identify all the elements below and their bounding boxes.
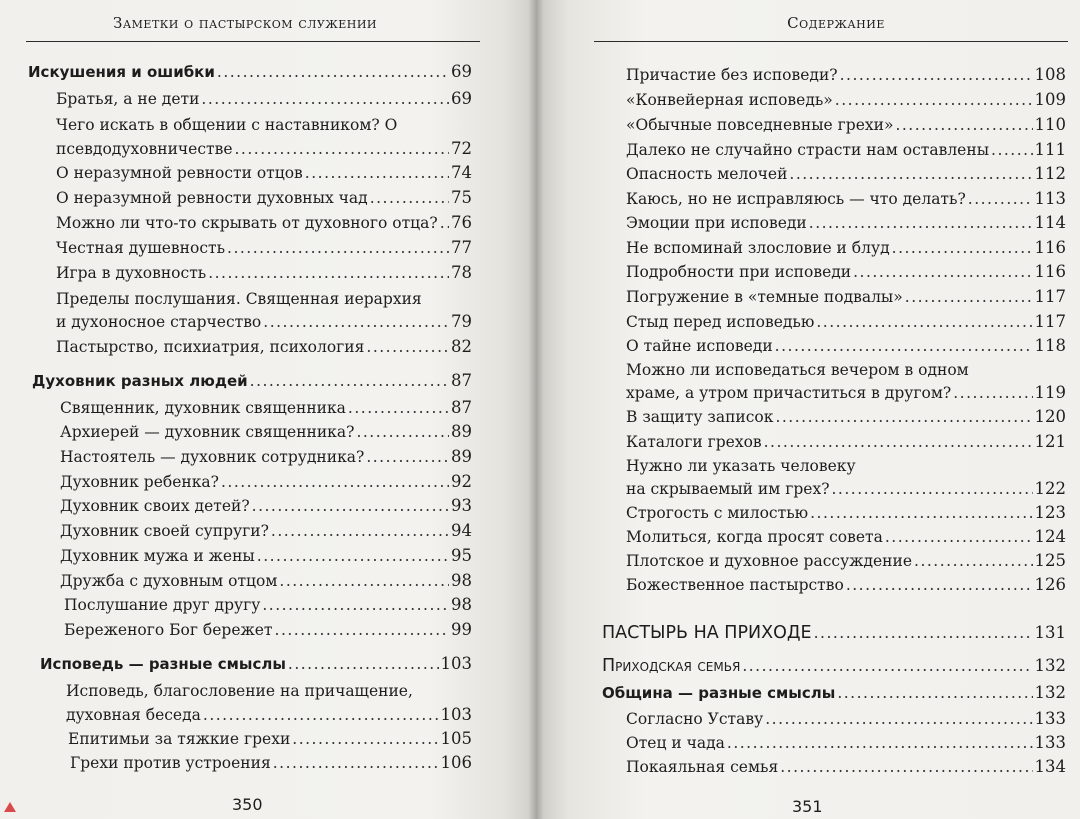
toc-page: 106	[440, 753, 472, 772]
toc-entry	[56, 239, 472, 257]
book-gutter	[528, 0, 544, 819]
toc-leader	[217, 63, 449, 81]
toc-entry	[626, 165, 1066, 183]
toc-entry	[60, 473, 472, 491]
toc-page: 109	[1034, 90, 1066, 109]
toc-leader	[837, 684, 1032, 702]
toc-title: «Конвейерная исповедь»	[626, 91, 833, 109]
toc-title: О тайне исповеди	[626, 337, 773, 355]
toc-title: духовная беседа	[66, 706, 201, 724]
toc-title: О неразумной ревности духовных чад	[56, 189, 368, 207]
toc-page: 117	[1034, 287, 1066, 306]
toc-page: 92	[451, 472, 472, 491]
toc-entry	[626, 758, 1066, 776]
toc-title: Божественное пастырство	[626, 576, 844, 594]
toc-page: 75	[451, 188, 472, 207]
toc-entry	[626, 91, 1066, 109]
toc-entry	[56, 90, 472, 108]
toc-page: 105	[440, 729, 472, 748]
toc-entry	[56, 338, 472, 356]
toc-page: 134	[1034, 757, 1066, 776]
toc-entry	[60, 522, 472, 540]
toc-leader	[288, 655, 439, 673]
toc-entry	[60, 399, 472, 417]
toc-title: Настоятель — духовник сотрудника?	[60, 448, 365, 466]
toc-leader	[279, 572, 449, 590]
toc-title: Духовник ребенка?	[60, 473, 219, 491]
toc-entry	[626, 710, 1066, 728]
toc-leader	[257, 547, 449, 565]
toc-entry	[626, 337, 1066, 355]
toc-title: Духовник своих детей?	[60, 497, 250, 515]
toc-entry	[626, 528, 1066, 546]
toc-page: 78	[451, 263, 472, 282]
toc-entry	[60, 448, 472, 466]
toc-leader	[991, 141, 1032, 159]
toc-page: 93	[451, 496, 472, 515]
toc-leader	[775, 408, 1032, 426]
toc-entry	[64, 621, 472, 639]
toc-entry	[626, 734, 1066, 752]
toc-title: Не вспоминай злословие и блуд	[626, 239, 890, 257]
toc-leader	[885, 528, 1033, 546]
toc-entry	[626, 480, 1066, 498]
toc-entry	[56, 214, 472, 232]
toc-leader	[775, 337, 1033, 355]
toc-leader	[370, 189, 449, 207]
toc-entry	[602, 624, 1066, 642]
toc-page: 132	[1034, 656, 1066, 675]
toc-page: 114	[1034, 213, 1066, 232]
edge-mark	[4, 802, 16, 812]
toc-leader	[227, 239, 449, 257]
toc-leader	[366, 448, 449, 466]
toc-entry	[56, 313, 472, 331]
toc-page: 110	[1034, 115, 1066, 134]
toc-entry	[626, 504, 1066, 522]
toc-title: Эмоции при исповеди	[626, 214, 807, 232]
toc-title: Епитимьи за тяжкие грехи	[68, 730, 291, 748]
toc-title-line: Нужно ли указать человеку	[626, 457, 856, 475]
toc-page: 121	[1034, 432, 1066, 451]
toc-leader	[356, 423, 449, 441]
toc-title: Дружба с духовным отцом	[60, 572, 278, 590]
toc-title: В защиту записок	[626, 408, 774, 426]
toc-leader	[273, 754, 439, 772]
toc-leader	[853, 263, 1032, 281]
toc-leader	[914, 552, 1032, 570]
toc-leader	[968, 190, 1033, 208]
toc-title: Духовник разных людей	[32, 372, 248, 390]
toc-entry	[60, 572, 472, 590]
toc-leader	[832, 480, 1033, 498]
toc-page: 112	[1034, 164, 1066, 183]
toc-page: 124	[1034, 527, 1066, 546]
toc-page: 79	[451, 312, 472, 331]
toc-page: 116	[1034, 238, 1066, 257]
toc-leader	[366, 338, 449, 356]
toc-title: Община — разные смыслы	[602, 684, 836, 702]
toc-page: 119	[1034, 383, 1066, 402]
toc-entry	[70, 754, 472, 772]
toc-page: 103	[440, 705, 472, 724]
toc-leader	[305, 164, 449, 182]
toc-entry	[40, 655, 472, 673]
toc-leader	[348, 399, 449, 417]
toc-page: 99	[451, 620, 472, 639]
toc-leader	[789, 165, 1032, 183]
toc-leader	[816, 313, 1032, 331]
toc-title: Искушения и ошибки	[28, 63, 215, 81]
toc-title: Честная душевность	[56, 239, 226, 257]
toc-page: 133	[1034, 733, 1066, 752]
toc-leader	[953, 384, 1032, 402]
toc-title: Игра в духовность	[56, 264, 207, 282]
toc-entry	[56, 189, 472, 207]
toc-entry	[64, 596, 472, 614]
toc-entry	[56, 264, 472, 282]
toc-page: 133	[1034, 709, 1066, 728]
toc-page: 95	[451, 546, 472, 565]
toc-title-line: Чего искать в общении с наставником? О	[56, 116, 398, 134]
toc-title: Послушание друг другу	[64, 596, 261, 614]
toc-leader	[252, 497, 449, 515]
toc-page: 123	[1034, 503, 1066, 522]
toc-entry	[66, 706, 472, 724]
toc-entry	[626, 408, 1066, 426]
toc-page: 98	[451, 595, 472, 614]
toc-title: Далеко не случайно страсти нам оставлены	[626, 141, 990, 159]
toc-title: Подробности при исповеди	[626, 263, 852, 281]
toc-entry	[626, 552, 1066, 570]
toc-leader	[440, 214, 449, 232]
toc-title: ПАСТЫРЬ НА ПРИХОДЕ	[602, 623, 812, 643]
toc-entry	[56, 164, 472, 182]
toc-title-line: Исповедь, благословение на причащение,	[66, 682, 413, 700]
toc-page: 72	[451, 139, 472, 158]
right-running-head: Содержание	[787, 14, 885, 32]
toc-page: 74	[451, 163, 472, 182]
toc-title: Братья, а не дети	[56, 90, 200, 108]
toc-leader	[201, 90, 449, 108]
toc-title: Молиться, когда просят совета	[626, 528, 883, 546]
toc-leader	[814, 624, 1033, 642]
toc-leader	[809, 214, 1033, 232]
toc-title: Строгость с милостью	[626, 504, 809, 522]
toc-title: «Обычные повседневные грехи»	[626, 116, 894, 134]
toc-title: Священник, духовник священника	[60, 399, 346, 417]
toc-leader	[271, 522, 449, 540]
toc-entry	[626, 288, 1066, 306]
toc-leader	[895, 116, 1032, 134]
toc-entry	[626, 384, 1066, 402]
toc-title: Опасность мелочей	[626, 165, 788, 183]
toc-page: 103	[440, 654, 472, 673]
toc-entry	[60, 423, 472, 441]
toc-page: 117	[1034, 312, 1066, 331]
toc-page: 111	[1034, 140, 1066, 159]
toc-leader	[292, 730, 438, 748]
toc-title: Плотское и духовное рассуждение	[626, 552, 913, 570]
toc-leader	[275, 621, 449, 639]
toc-entry	[626, 576, 1066, 594]
toc-entry	[626, 66, 1066, 84]
toc-leader	[203, 706, 439, 724]
toc-page: 118	[1034, 336, 1066, 355]
toc-title: Пастырство, психиатрия, психология	[56, 338, 365, 356]
toc-title: Каталоги грехов	[626, 433, 762, 451]
toc-page: 77	[451, 238, 472, 257]
toc-leader	[810, 504, 1032, 522]
toc-entry	[626, 214, 1066, 232]
right-head-rule	[594, 41, 1068, 42]
toc-title: Архиерей — духовник священника?	[60, 423, 355, 441]
toc-title: на скрываемый им грех?	[626, 480, 830, 498]
toc-leader	[835, 91, 1033, 109]
toc-page: 125	[1034, 551, 1066, 570]
toc-page: 69	[451, 62, 472, 81]
toc-entry	[626, 190, 1066, 208]
toc-page: 126	[1034, 575, 1066, 594]
toc-title: Причастие без исповеди?	[626, 66, 838, 84]
toc-title: О неразумной ревности отцов	[56, 164, 303, 182]
toc-entry	[626, 433, 1066, 451]
toc-title: Погружение в «темные подвалы»	[626, 288, 903, 306]
toc-page: 113	[1034, 189, 1066, 208]
toc-page: 108	[1034, 65, 1066, 84]
toc-entry	[56, 140, 472, 158]
toc-title: Духовник своей супруги?	[60, 522, 269, 540]
toc-entry	[68, 730, 472, 748]
toc-leader	[208, 264, 449, 282]
toc-page: 122	[1034, 479, 1066, 498]
toc-page: 131	[1034, 623, 1066, 642]
toc-leader	[742, 657, 1032, 675]
toc-leader	[892, 239, 1033, 257]
toc-page: 98	[451, 571, 472, 590]
toc-entry	[626, 141, 1066, 159]
toc-title: Согласно Уставу	[626, 710, 764, 728]
toc-title: Исповедь — разные смыслы	[40, 655, 286, 673]
toc-page: 89	[451, 447, 472, 466]
toc-title: Грехи против устроения	[70, 754, 271, 772]
toc-entry	[626, 263, 1066, 281]
toc-entry	[602, 657, 1066, 675]
toc-leader	[846, 576, 1033, 594]
toc-page: 94	[451, 521, 472, 540]
toc-entry	[32, 372, 472, 390]
left-page-number: 350	[232, 795, 263, 814]
toc-title: и духоносное старчество	[56, 313, 262, 331]
toc-entry	[28, 63, 472, 81]
toc-title: Отец и чада	[626, 734, 725, 752]
toc-leader	[263, 313, 449, 331]
left-head-rule	[26, 41, 480, 42]
toc-title-line: Можно ли исповедаться вечером в одном	[626, 361, 969, 379]
toc-page: 116	[1034, 262, 1066, 281]
toc-page: 87	[451, 398, 472, 417]
toc-leader	[765, 710, 1032, 728]
toc-leader	[905, 288, 1033, 306]
toc-leader	[780, 758, 1032, 776]
toc-leader	[840, 66, 1033, 84]
toc-leader	[250, 372, 449, 390]
toc-page: 69	[451, 89, 472, 108]
toc-entry	[626, 116, 1066, 134]
toc-leader	[262, 596, 449, 614]
left-running-head: Заметки о пастырском служении	[112, 14, 378, 32]
toc-page: 132	[1034, 683, 1066, 702]
toc-page: 120	[1034, 407, 1066, 426]
toc-leader	[235, 140, 450, 158]
toc-entry	[60, 497, 472, 515]
toc-title: Каюсь, но не исправляюсь — что делать?	[626, 190, 966, 208]
toc-title: Покаяльная семья	[626, 758, 779, 776]
toc-entry	[626, 239, 1066, 257]
toc-title: Духовник мужа и жены	[60, 547, 255, 565]
toc-title: Можно ли что-то скрывать от духовного отца?	[56, 214, 438, 232]
toc-title: псевдодуховничестве	[56, 140, 233, 158]
toc-title-line: Пределы послушания. Священная иерархия	[56, 290, 422, 308]
toc-page: 82	[451, 337, 472, 356]
toc-leader	[727, 734, 1033, 752]
toc-page: 87	[451, 371, 472, 390]
left-page	[0, 0, 536, 819]
toc-title: Приходская семья	[602, 656, 741, 676]
toc-page: 89	[451, 422, 472, 441]
toc-page: 76	[451, 213, 472, 232]
toc-entry	[602, 684, 1066, 702]
toc-leader	[764, 433, 1033, 451]
right-page-number: 351	[792, 797, 823, 816]
toc-title: Стыд перед исповедью	[626, 313, 815, 331]
toc-leader	[221, 473, 449, 491]
toc-title: храме, а утром причаститься в другом?	[626, 384, 952, 402]
toc-title: Береженого Бог бережет	[64, 621, 273, 639]
toc-entry	[626, 313, 1066, 331]
right-page	[536, 0, 1080, 819]
toc-entry	[60, 547, 472, 565]
